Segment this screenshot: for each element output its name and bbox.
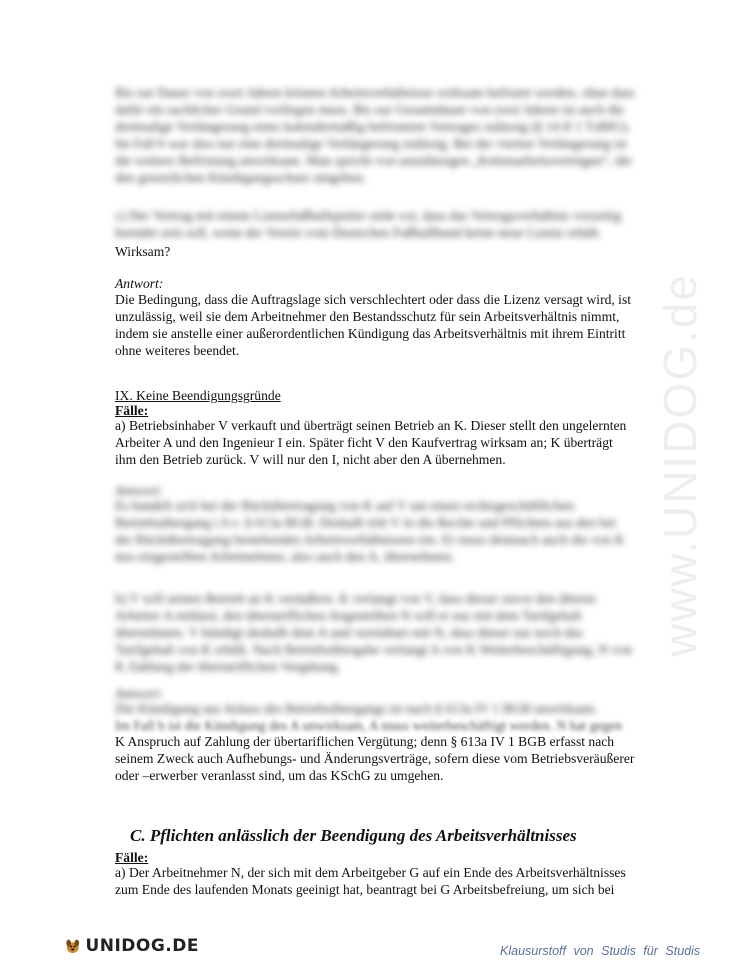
blurred-paragraph-3: Es handelt sich bei der Rückübertragung von K auf V um einen rechtsgeschäftlichen Betriebsübergang i.S.v. § 613a BGB. Deshalb tritt V in die Rechte und Pflichten aus den bei der Rückübertragung bestehenden Arbeitsverhältnissen ein. Er muss demnach auch die von K neu eingestellten Arbeitnehmer, also auch den A, übernehmen. [115,498,625,564]
section-heading-c: C. Pflichten anlässlich der Beendigung des Arbeitsverhältnisses [130,826,577,845]
cases-label-2: Fälle: [115,850,149,865]
blurred-answer-label: Antwort: [115,483,164,498]
case-c-a-paragraph: a) Der Arbeitnehmer N, der sich mit dem Arbeitgeber G auf ein Ende des Arbeitsverhältnisses zum Ende des laufenden Monats geeinigt hat, beantragt bei G Arbeitsbefreiung, um sich bei [115,865,626,897]
cases-label-1: Fälle: [115,403,149,418]
answer-paragraph-2: K Anspruch auf Zahlung der übertariflichen Vergütung; denn § 613a IV 1 BGB erfasst nach seinem Zweck auch Aufhebungs- und Änderungsverträge, sofern diese vom Betriebsveräußerer oder –erwerber veranlasst sind, um das KSchG zu umgehen. [115,734,635,783]
case-a-paragraph: a) Betriebsinhaber V verkauft und überträgt seinen Betrieb an K. Dieser stellt den ungelernten Arbeiter A und den Ingenieur I ein. Später ficht V den Kaufvertrag wirksam an; K überträgt ihm den Betrieb zurück. V will nur den I, nicht aber den A übernehmen. [115,418,627,467]
blurred-paragraph-1: Bis zur Dauer von zwei Jahren können Arbeitsverhältnisse wirksam befristet werden, ohne dass dafür ein sachlicher Grund vorliegen muss. Bis zur Gesamtdauer von zwei Jahren ist auch die dreimalige Verlängerung eines kalendermäßig befristeten Vertrages zulässig (§ 14 II 1 TzBfG). Im Fall b war also nur eine dreimalige Verlängerung zulässig. Bei der vierten Verlängerung ist die weitere Befristung unwirksam. Man spricht von unzulässigen „Kettenarbeitsverträgen“, die den gesetzlichen Kündigungsschutz umgehen. [115,85,635,185]
watermark-text: www.UNIDOG.de [654,273,707,657]
blurred-paragraph-4: b) V will seinen Betrieb an K veräußern. K verlangt von V, dass dieser zuvor den älteren Arbeiter A entlässt, den übertariflichen Angestellten N will er nur mit dem Tarifgehalt übernehmen. V kündigt deshalb dem A und vereinbart mit N, dass dieser nur noch das Tarifgehalt von K erhält. Nach Betriebsübergabe verlangt A von K Weiterbeschäftigung, N von K Zahlung der übertariflichen Vergütung. [115,591,632,674]
blurred-paragraph-5b: Im Fall b ist die Kündigung des A unwirksam, A muss weiterbeschäftigt werden. N hat gegen [115,718,623,733]
unidog-logo[interactable] [64,930,199,962]
blurred-answer-label-2: Antwort: [115,686,164,701]
blurred-paragraph-2: c) Der Vertrag mit einem Lizenzfußballspieler sieht vor, dass das Vertragsverhältnis vorzeitig beendet sein soll, wenn der Verein vom Deutschen Fußballbund keine neue Lizenz erhält. [115,208,622,240]
footer-tagline: Klausurstoff von Studis für Studis [500,944,701,958]
answer-label-1: Antwort: [115,276,164,291]
blurred-paragraph-5a: Die Kündigung aus Anlass des Betriebsübergangs ist nach § 613a IV 1 BGB unwirksam. [115,701,598,716]
section-heading-ix: IX. Keine Beendigungsgründe [115,388,281,403]
answer-paragraph-1: Die Bedingung, dass die Auftragslage sich verschlechtert oder dass die Lizenz versagt wird, ist unzulässig, weil sie dem Arbeitnehmer den Bestandsschutz für sein Arbeitsverhältnis nimmt, indem sie anstelle einer außerordentlichen Kündigung das Arbeitsverhältnis mit ihrem Eintritt ohne weiteres beendet. [115,292,632,358]
question-wirksam: Wirksam? [115,244,171,259]
watermark [650,255,710,675]
dog-icon [64,931,81,961]
logo-text: UNIDOG.DE [85,936,199,956]
